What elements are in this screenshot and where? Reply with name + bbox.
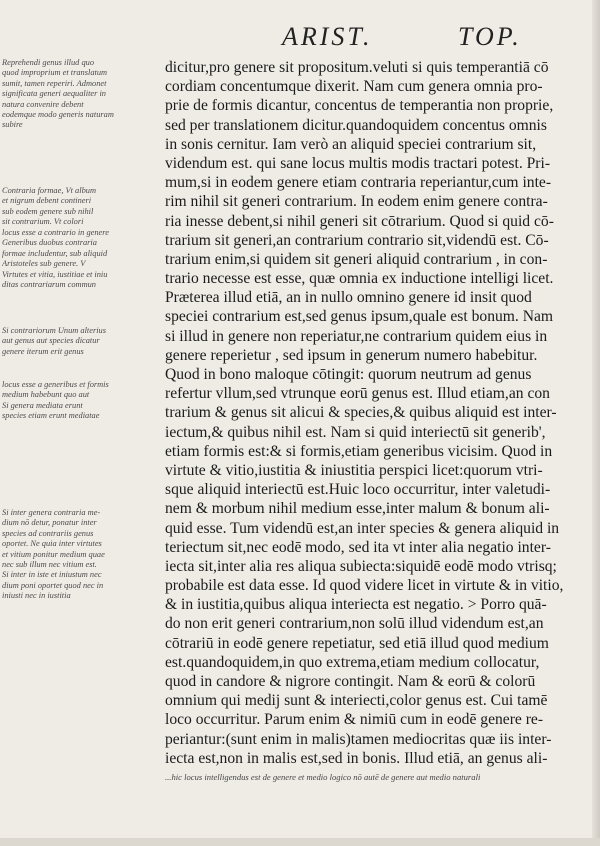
running-head-work: TOP. <box>458 22 522 51</box>
margin-note <box>2 508 164 602</box>
margin-annotations <box>2 58 162 658</box>
text-line: videndum est. qui sane locus multis modis tractari potest. Pri- <box>165 154 551 172</box>
text-line: Quod in bono maloque cōtingit: quorum neutrum ad genus <box>165 366 532 383</box>
margin-note <box>2 58 164 131</box>
text-line: trarium enim,si quidem sit generi aliquid contrarium , in con- <box>165 250 548 268</box>
text-line: ria inesse debent,si nihil generi sit cōtrarium. Quod si quid cō- <box>165 212 554 230</box>
margin-note-line: nec sub illum nec vitium est. <box>2 560 97 570</box>
margin-note-line: iniusti nec in iustitia <box>2 591 71 601</box>
margin-note-line: Si contrariorum Unum alterius <box>2 326 106 335</box>
margin-note-line: et nigrum debent contineri <box>2 196 92 206</box>
text-line: mum,si in eodem genere etiam contraria reperiantur,cum inte- <box>165 174 552 192</box>
running-head-author: ARIST. <box>282 22 373 51</box>
text-line: iecta sit,inter alia res aliqua subiecta:siquidē eodē modo vtrisq; <box>165 557 557 575</box>
margin-note-line: species etiam erunt mediatae <box>2 411 100 421</box>
margin-note <box>2 380 164 422</box>
handwritten-footnote: ...hic locus intelligendus est de genere et medio logico nō autē de genere aut medio naturali <box>165 771 481 782</box>
text-line: trarium sit generi,an contrarium contrario sit,videndū est. Cō- <box>165 231 549 249</box>
margin-note-line: sit contrarium. Vt colori <box>2 217 84 227</box>
text-line: trarium & genus sit alicui & species,& quibus aliquid est inter- <box>165 404 557 422</box>
text-line: genere reperietur , sed ipsum in generum numero habebitur. <box>165 346 538 364</box>
text-line: teriectum sit,nec eodē modo, sed ita vt inter alia negatio inter- <box>165 538 551 556</box>
margin-note-line: et vitium ponitur medium quae <box>2 549 105 559</box>
margin-note-line: sub eodem genere sub nihil <box>2 206 94 216</box>
margin-note <box>2 228 164 290</box>
page-bottom-edge <box>0 838 600 846</box>
margin-note-line: locus esse a generibus et formis <box>2 380 109 389</box>
margin-note-line: formae includentur, sub aliquid <box>2 248 108 258</box>
text-line: do non erit generi contrarium,non solū illud videndum est,an <box>165 615 544 633</box>
margin-note-line: significata generi aequaliter in <box>2 89 106 99</box>
margin-note-line: Si genera mediata erunt <box>2 400 83 410</box>
text-line: cordiam concentumque dixerit. Nam cum genera omnia pro- <box>165 78 543 96</box>
margin-note-line: subire <box>2 120 23 130</box>
margin-note <box>2 186 164 228</box>
text-line: iectum,& quibus nihil est. Nam si quid interiectū sit generib', <box>165 423 546 441</box>
text-line: rim nihil sit generi contrarium. In eodem enim genere contra- <box>165 193 548 211</box>
margin-note-line: oportet. Ne quia inter virtutes <box>2 539 102 549</box>
text-line: & in iustitia,quibus aliqua interiecta est negatio. > Porro quā- <box>165 596 547 614</box>
margin-note-line: dium nō detur, ponatur inter <box>2 518 97 528</box>
margin-note-line: locus esse a contrario in genere <box>2 228 109 237</box>
text-line: periantur:(sunt enim in malis)tamen mediocritas quæ iis inter- <box>165 730 552 748</box>
main-text-column <box>165 58 590 787</box>
text-line: etiam formis est:& si formis,etiam generibus vicisim. Quod in <box>165 442 553 460</box>
text-line: probabile est data esse. Id quod videre licet in virtute & in vitio, <box>165 577 564 595</box>
text-line: in sonis cernitur. Iam verò an aliquid speciei contrarium sit, <box>165 135 537 153</box>
margin-note-line: aut genus aut species dicatur <box>2 336 100 346</box>
margin-note-line: Reprehendi genus illud quo <box>2 58 95 67</box>
margin-note-line: quod improprium et translatum <box>2 68 108 78</box>
text-line: quod in candore & nigrore contingit. Nam & eorū & colorū <box>165 673 536 690</box>
text-line: sque aliquid interiectū est.Huic loco occurritur, inter valetudi- <box>165 481 551 499</box>
text-line: refertur vllum,sed vtrunque eorū genus est. Illud etiam,an con <box>165 385 550 403</box>
page-edge <box>592 0 600 846</box>
margin-note-line: genere iterum erit genus <box>2 346 84 356</box>
text-line: cōtrariū in eodē genere repetiatur, sed etiā illud quod medium <box>165 634 549 652</box>
text-line: prie de formis dicantur, concentus de temperantia non proprie, <box>165 97 554 115</box>
margin-note-line: species ad contrariis genus <box>2 528 94 538</box>
running-head <box>282 22 582 50</box>
margin-note-line: Si inter genera contraria me- <box>2 508 101 517</box>
text-line: sed per translationem dicitur.quandoquidem concentus omnis <box>165 116 547 134</box>
text-line: nem & morbum nihil medium esse,inter malum & bonum ali- <box>165 500 550 518</box>
margin-note-line: sumit, tamen reperiri. Admonet <box>2 78 107 88</box>
margin-note-line: Si inter in iste et iniustum nec <box>2 570 102 580</box>
margin-note-line: natura convenire debent <box>2 99 84 109</box>
text-line: omnium qui medij sunt & interiecti,color genus est. Cui tamē <box>165 692 548 710</box>
text-line: iecta est,non in malis est,sed in bonis. Illud etiā, an genus ali- <box>165 749 548 767</box>
margin-note-line: medium habebunt quo aut <box>2 390 90 400</box>
text-line: speciei contrarium est,sed genus ipsum,quale est bonum. Nam <box>165 308 554 326</box>
text-line: loco occurritur. Parum enim & nimiū cum in eodē genere re- <box>165 711 544 729</box>
text-line: quid esse. Tum videndū est,an inter species & genera aliquid in <box>165 519 560 537</box>
margin-note-line: Contraria formae, Vt album <box>2 186 96 195</box>
text-line: si illud in genere non reperiatur,ne contrarium quidem eius in <box>165 327 548 345</box>
text-line: dicitur,pro genere sit propositum.veluti si quis temperantiā cō <box>165 59 549 76</box>
margin-note-line: Generibus duobus contraria <box>2 238 97 248</box>
margin-note <box>2 326 164 357</box>
margin-note-line: ditas contrariarum commun <box>2 280 96 290</box>
margin-note-line: Aristoteles sub genere. V <box>2 259 86 269</box>
margin-note-line: Virtutes et vitia, iustitiae et iniu <box>2 269 108 279</box>
text-line: Præterea illud etiā, an in nullo omnino genere id insit quod <box>165 289 532 307</box>
margin-note-line: eodemque modo generis naturam <box>2 110 114 120</box>
text-line: est.quandoquidem,in quo extrema,etiam medium collocatur, <box>165 653 540 671</box>
margin-note-line: dium poni oportet quod nec in <box>2 580 104 590</box>
text-line: trario necesse est esse, quæ omnia ex inductione intelligi licet. <box>165 270 554 288</box>
text-line: virtute & vitio,iustitia & iniustitia perspici licet:quorum vtri- <box>165 461 543 479</box>
